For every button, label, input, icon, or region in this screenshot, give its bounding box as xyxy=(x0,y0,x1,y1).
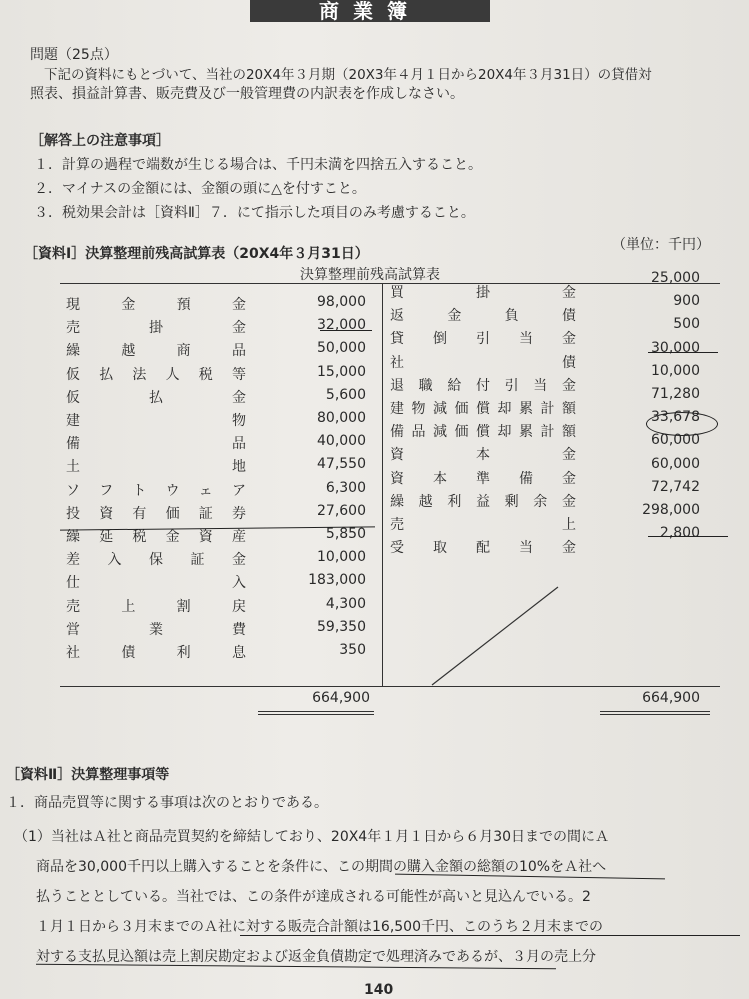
debit-account-label: 投 資 有 価 証 券 xyxy=(66,505,246,522)
debit-account-label: 備 品 xyxy=(66,436,246,453)
debit-account-label: 売 上 割 戻 xyxy=(66,598,246,615)
credit-total-double-underline xyxy=(600,714,710,715)
credit-account-label: 受 取 配 当 金 xyxy=(390,540,576,557)
pen-underline-bonds xyxy=(648,352,718,353)
chapter-header: 商業簿 xyxy=(250,0,490,22)
debit-account-label: 土 地 xyxy=(66,459,246,476)
credit-account-label: 貸 倒 引 当 金 xyxy=(390,331,576,348)
table-bottom-rule xyxy=(60,686,720,687)
credit-amount: 60,000 xyxy=(651,455,700,472)
debit-account-label: 仮 払 金 xyxy=(66,389,246,406)
debit-account-label: 仕 入 xyxy=(66,575,246,592)
debit-account-label: 繰 延 税 金 資 産 xyxy=(66,529,246,545)
credit-account-label: 社 債 xyxy=(390,354,576,371)
table-title: 決算整理前残高試算表 xyxy=(300,267,440,283)
material2-item-1: １．商品売買等に関する事項は次のとおりである。 xyxy=(6,795,328,811)
debit-amount: 5,850 xyxy=(325,526,366,542)
debit-account-label: 繰 越 商 品 xyxy=(66,343,246,360)
problem-title: 問題（25点） xyxy=(30,47,118,63)
credit-total: 664,900 xyxy=(642,690,700,706)
debit-total-double-underline xyxy=(258,714,374,715)
debit-amount: 32,000 xyxy=(317,317,366,334)
debit-account-label: 売 掛 金 xyxy=(66,320,246,337)
unit-label: （単位：千円） xyxy=(612,237,710,253)
debit-amount: 5,600 xyxy=(325,386,366,403)
credit-amount: 900 xyxy=(673,293,700,310)
credit-account-label: 資 本 準 備 金 xyxy=(390,470,576,487)
material1-heading: ［資料Ⅰ］決算整理前残高試算表（20X4年３月31日） xyxy=(24,246,369,262)
credit-account-label: 資 本 金 xyxy=(390,447,576,464)
notes-heading: ［解答上の注意事項］ xyxy=(30,133,170,149)
credit-account-label: 退 職 給 付 引 当 金 xyxy=(390,377,576,394)
credit-amount: 2,800 xyxy=(659,525,700,542)
credit-account-label: 建 物 減 価 償 却 累 計 額 xyxy=(390,401,576,417)
debit-account-label: ソ フ ト ウ ェ ア xyxy=(66,482,246,499)
debit-amount: 10,000 xyxy=(317,549,366,566)
credit-amount: 60,000 xyxy=(651,432,700,449)
pen-circle-equipment xyxy=(646,412,718,436)
pen-underline-para-4 xyxy=(240,935,740,936)
credit-total-underline xyxy=(600,711,710,712)
debit-account-label: 営 業 費 xyxy=(66,621,246,638)
note-item-2: ２．マイナスの金額には、金額の頭に△を付すこと。 xyxy=(34,181,366,197)
debit-account-label: 差 入 保 証 金 xyxy=(66,552,246,569)
debit-amount: 4,300 xyxy=(325,595,366,612)
note-item-3: ３．税効果会計は［資料Ⅱ］７．にて指示した項目のみ考慮すること。 xyxy=(34,205,475,221)
debit-account-label: 現 金 預 金 xyxy=(66,297,246,313)
credit-account-label: 繰 越 利 益 剰 余 金 xyxy=(390,493,576,510)
credit-account-label: 返 金 負 債 xyxy=(390,308,576,325)
page-number: 140 xyxy=(364,982,394,998)
debit-amount: 98,000 xyxy=(317,294,366,310)
table-center-rule xyxy=(382,283,383,686)
material2-heading: ［資料Ⅱ］決算整理事項等 xyxy=(6,767,170,783)
debit-total-underline xyxy=(258,711,374,712)
debit-account-label: 建 物 xyxy=(66,413,246,429)
debit-amount: 183,000 xyxy=(308,572,366,589)
diagonal-filler-line xyxy=(430,585,560,690)
material2-para-3: 払うこととしている。当社では、この条件が達成される可能性が高いと見込んでいる。2 xyxy=(36,889,591,905)
material2-para-4: １月１日から３月末までのＡ社に対する販売合計額は16,500千円、このうち２月末までの xyxy=(36,919,603,935)
credit-amount: 71,280 xyxy=(651,386,700,402)
debit-account-label: 仮 払 法 人 税 等 xyxy=(66,366,246,383)
credit-amount: 10,000 xyxy=(651,362,700,379)
material2-para-1: （1）当社はＡ社と商品売買契約を締結しており、20X4年１月１日から６月30日までの間にＡ xyxy=(14,829,610,845)
pen-underline-sales xyxy=(648,536,728,537)
debit-amount: 59,350 xyxy=(317,618,366,635)
note-item-1: １．計算の過程で端数が生じる場合は、千円未満を四捨五入すること。 xyxy=(34,157,482,173)
credit-amount: 298,000 xyxy=(642,502,700,518)
debit-amount: 15,000 xyxy=(317,363,366,380)
debit-amount: 80,000 xyxy=(317,410,366,426)
debit-amount: 27,600 xyxy=(317,502,366,519)
credit-account-label: 備 品 減 価 償 却 累 計 額 xyxy=(390,424,576,441)
credit-amount: 25,000 xyxy=(651,270,700,286)
credit-amount: 30,000 xyxy=(651,339,700,356)
debit-amount: 6,300 xyxy=(325,479,366,496)
credit-amount: 500 xyxy=(673,316,700,333)
pen-underline-receivable xyxy=(320,330,372,331)
debit-amount: 47,550 xyxy=(317,456,366,473)
credit-amount: 33,678 xyxy=(651,409,700,426)
material2-para-2: 商品を30,000千円以上購入することを条件に、この期間の購入金額の総額の10%をＡ社へ xyxy=(36,859,607,875)
credit-amount: 72,742 xyxy=(651,478,700,495)
debit-total: 664,900 xyxy=(312,690,370,706)
problem-line-1: 下記の資料にもとづいて、当社の20X4年３月期（20X3年４月１日から20X4年３月31日）の貸借対 xyxy=(44,67,652,83)
credit-account-label: 売 上 xyxy=(390,517,576,533)
material2-para-5: 対する支払見込額は売上割戻勘定および返金負債勘定で処理済みであるが、３月の売上分 xyxy=(36,949,596,965)
debit-amount: 50,000 xyxy=(317,340,366,357)
credit-account-label: 買 掛 金 xyxy=(390,285,576,301)
debit-amount: 350 xyxy=(339,642,366,658)
debit-account-label: 社 債 利 息 xyxy=(66,645,246,661)
problem-line-2: 照表、損益計算書、販売費及び一般管理費の内訳表を作成しなさい。 xyxy=(30,86,464,102)
debit-amount: 40,000 xyxy=(317,433,366,450)
